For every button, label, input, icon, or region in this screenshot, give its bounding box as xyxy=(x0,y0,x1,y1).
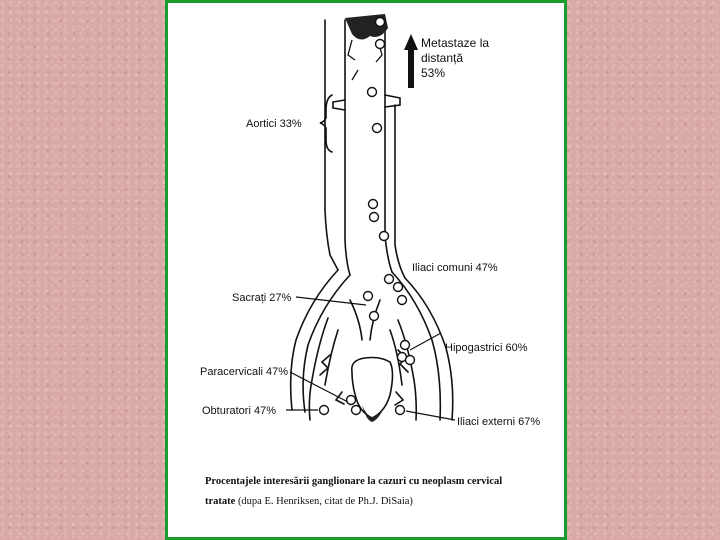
lymph-node xyxy=(380,232,389,241)
obturatori-label: Obturatori 47% xyxy=(202,405,276,417)
lymph-node xyxy=(370,213,379,222)
lymph-node xyxy=(376,18,385,27)
lymph-node xyxy=(352,406,361,415)
metastaze-label-line1: Metastaze la xyxy=(421,36,490,50)
lymph-node xyxy=(406,356,415,365)
vessel-right xyxy=(395,105,405,278)
lymph-node xyxy=(401,341,410,350)
aortici-label: Aortici 33% xyxy=(246,118,302,130)
aortic-bracket xyxy=(320,95,332,152)
metastaze-label-line3: 53% xyxy=(421,66,446,80)
lymph-node xyxy=(369,200,378,209)
lymph-node xyxy=(368,88,377,97)
sacrati-label: Sacrați 27% xyxy=(232,292,292,304)
lymph-node xyxy=(385,275,394,284)
lymph-node xyxy=(396,406,405,415)
lymph-node xyxy=(394,283,403,292)
cervix-mass xyxy=(362,405,384,422)
lymph-node xyxy=(376,40,385,49)
iliaci-externi-label: Iliaci externi 67% xyxy=(457,416,541,428)
metastasis-arrow xyxy=(404,34,418,88)
iliaci-comuni-label: Iliaci comuni 47% xyxy=(412,262,498,274)
figure-caption xyxy=(205,472,545,512)
lymph-node xyxy=(373,124,382,133)
caption-line1: Procentajele interesării ganglionare la cazuri cu neoplasm cervical xyxy=(205,476,503,487)
vena-cava-left xyxy=(345,20,350,275)
lymph-node xyxy=(398,296,407,305)
left-common-iliac xyxy=(291,270,338,410)
paracervicali-label: Paracervicali 47% xyxy=(200,366,289,378)
caption-line2-bold: tratate xyxy=(205,495,236,507)
lymph-node xyxy=(347,396,356,405)
metastaze-label-line2: distanță xyxy=(421,51,464,65)
caption-line2-rest: (dupa E. Henriksen, citat de Ph.J. DiSaia) xyxy=(235,495,413,507)
lymph-node xyxy=(370,312,379,321)
lymph-node xyxy=(320,406,329,415)
lymph-node xyxy=(364,292,373,301)
hipogastrici-label: Hipogastrici 60% xyxy=(445,342,528,354)
